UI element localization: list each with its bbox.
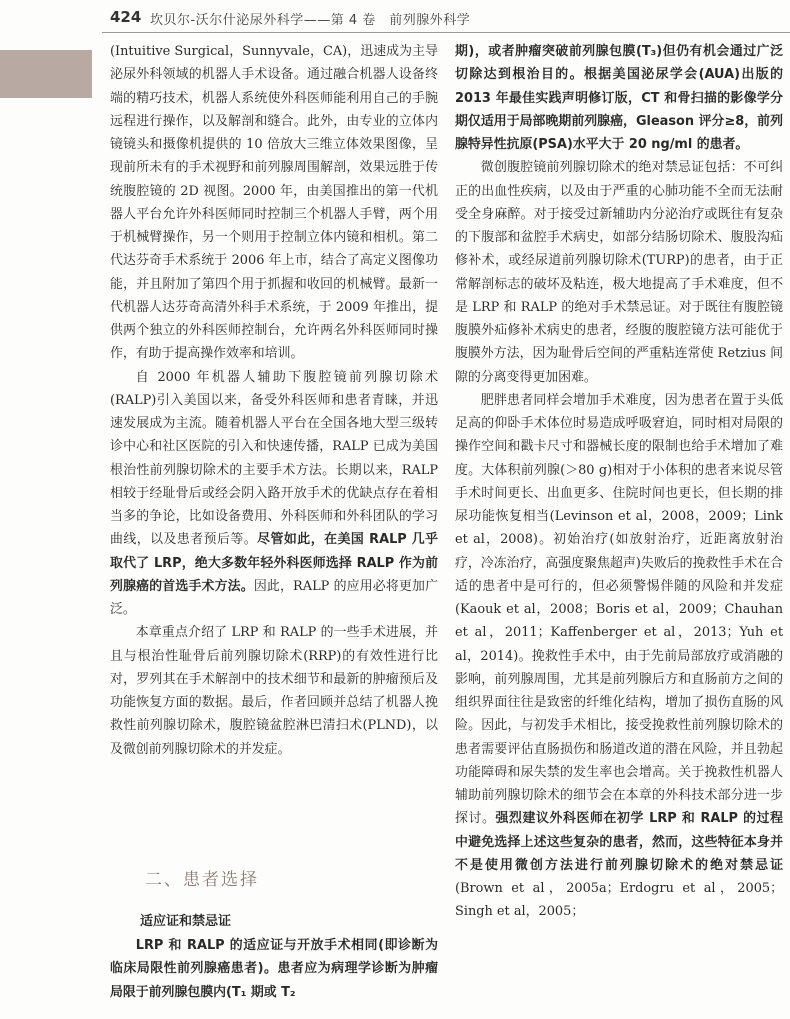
sub-heading: 适应证和禁忌证 <box>140 914 232 929</box>
paragraph-chapter-focus: 本章重点介绍了 LRP 和 RALP 的一些手术进展，并且与根治性耻骨后前列腺切除术(RRP)的有效性进行比对，罗列其在手术解剖中的技术细节和最新的肿瘤预后及功能恢复方面的数据。最后，作者回顾并总结了机器人挽救性前列腺切除术，腹腔镜盆腔淋巴清扫术(PLND)，以及微创前列腺切除术的并发症。 <box>110 625 438 757</box>
ralp-adoption-tail: 因此，RALP 的应用必将更加广泛。 <box>110 578 438 617</box>
paragraph-indications: LRP 和 RALP 的适应证与开放手术相同(即诊断为临床局限性前列腺癌患者)。患者应为病理学诊断为肿瘤局限于前列腺包膜内(T₁ 期或 T₂ <box>110 938 438 1000</box>
paragraph-robotic-systems: (Intuitive Surgical，Sunnyvale，CA)，迅速成为主导泌尿外科领域的机器人手术设备。通过融合机器人设备终端的精巧技术，机器人系统使外科医师能利用自己的手腕远程进行操作，以及解剖和缝合。此外，由专业的立体内镜镜头和摄像机提供的 10 倍放大三维立体效果图像，呈现前所未有的手术视野和前列腺周围解剖，效果远胜于传统腹腔镜的 2D 视图。2000 年，由美国推出的第一代机器人平台允许外科医师同时控制三个机器人手臂，两个用于机械臂操作，另一个则用于控制立体内镜和相机。第二代达芬奇手术系统于 2006 年上市，结合了高定义图像功能，并且附加了第四个用于抓握和收回的机械臂。最新一代机器人达芬奇高清外科手术系统，于 2009 年推出，提供两个独立的外科医师控制台，允许两名外科医师同时操作，有助于提高操作效率和培训。 <box>110 44 438 362</box>
left-column-bottom <box>110 934 438 1004</box>
obesity-text: 肥胖患者同样会增加手术难度，因为患者在置于头低足高的仰卧手术体位时易造成呼吸窘迫，同时相对局限的操作空间和戳卡尺寸和器械长度的限制也给手术增加了难度。大体积前列腺(＞80 g)相对于小体积的患者来说尽管手术时间更长、出血更多、住院时间也更长，但长期的排尿功能恢复相当(Levinson et al，2008，2009；Link et al，2008)。初始治疗(如放射治疗，近距离放射治疗，冷冻治疗，高强度聚焦超声)失败后的挽救性手术在合适的患者中是可行的，但必须警惕伴随的风险和并发症(Kaouk et al，2008；Boris et al，2009；Chauhan et al，2011；Kaffenberger et al，2013；Yuh et al，2014)。挽救性手术中，由于先前局部放疗或消融的影响，前列腺周围，尤其是前列腺后方和直肠前方之间的组织界面往往是致密的纤维化结构，增加了损伤直肠的风险。因此，与初发手术相比，接受挽救性前列腺切除术的患者需要评估直肠损伤和肠道改道的潜在风险，并且勃起功能障碍和尿失禁的发生率也会增高。关于挽救性机器人辅助前列腺切除术的细节会在本章的外科技术部分进一步探讨。 <box>455 392 783 827</box>
section-heading: 二、患者选择 <box>145 870 259 890</box>
page-header <box>0 0 790 34</box>
chapter-side-tab <box>0 50 92 98</box>
obesity-tail: (Brown et al，2005a；Erdogru et al，2005；Singh et al，2005； <box>455 881 783 920</box>
paragraph-contraindications: 微创腹腔镜前列腺切除术的绝对禁忌证包括：不可纠正的出血性疾病，以及由于严重的心肺功能不全而无法耐受全身麻醉。对于接受过新辅助内分泌治疗或既往有复杂的下腹部和盆腔手术病史，如部分结肠切除术、腹股沟疝修补术，或经尿道前列腺切除术(TURP)的患者，由于正常解剖标志的破坏及粘连，极大地提高了手术难度，但不是 LRP 和 RALP 的绝对手术禁忌证。对于既往有腹腔镜腹膜外疝修补术病史的患者，经腹的腹腔镜方法可能优于腹膜外方法，因为耻骨后空间的严重粘连常使 Retzius 间隙的分离变得更加困难。 <box>455 160 783 385</box>
header-rule <box>102 32 790 33</box>
running-title: 坎贝尔-沃尔什泌尿外科学——第 4 卷 前列腺外科学 <box>150 13 471 28</box>
obesity-emphasis: 强烈建议外科医师在初学 LRP 和 RALP 的过程中避免选择上述这些复杂的患者，然而，这些特征本身并不是使用微创方法进行前列腺切除术的绝对禁忌证 <box>455 811 783 873</box>
paragraph-obesity <box>455 389 783 924</box>
right-column <box>455 40 783 924</box>
paragraph-ralp-adoption <box>110 366 438 622</box>
ralp-adoption-text: 自 2000 年机器人辅助下腹腔镜前列腺切除术(RALP)引入美国以来，备受外科医师和患者青睐，并迅速发展成为主流。随着机器人平台在全国各地大型三级转诊中心和社区医院的引入和快速传播，RALP 已成为美国根治性前列腺切除术的主要手术方法。长期以来，RALP 相较于经耻骨后或经会阴入路开放手术的优缺点存在着相当多的争论，比如设备费用、外科医师和外科团队的学习曲线，以及患者预后等。 <box>110 369 438 548</box>
ralp-adoption-emphasis: 尽管如此，在美国 RALP 几乎取代了 LRP，绝大多数年轻外科医师选择 RALP 作为前列腺癌的首选手术方法。 <box>110 532 438 594</box>
page-number: 424 <box>110 8 142 26</box>
left-column <box>110 40 438 761</box>
paragraph-indications-cont: 期)，或者肿瘤突破前列腺包膜(T₃)但仍有机会通过广泛切除达到根治目的。根据美国泌尿学会(AUA)出版的 2013 年最佳实践声明修订版，CT 和骨扫描的影像学分期仅适用于局部晚期前列腺癌，Gleason 评分≥8，前列腺特异性抗原(PSA)水平大于 20 ng/ml 的患者。 <box>455 44 783 152</box>
